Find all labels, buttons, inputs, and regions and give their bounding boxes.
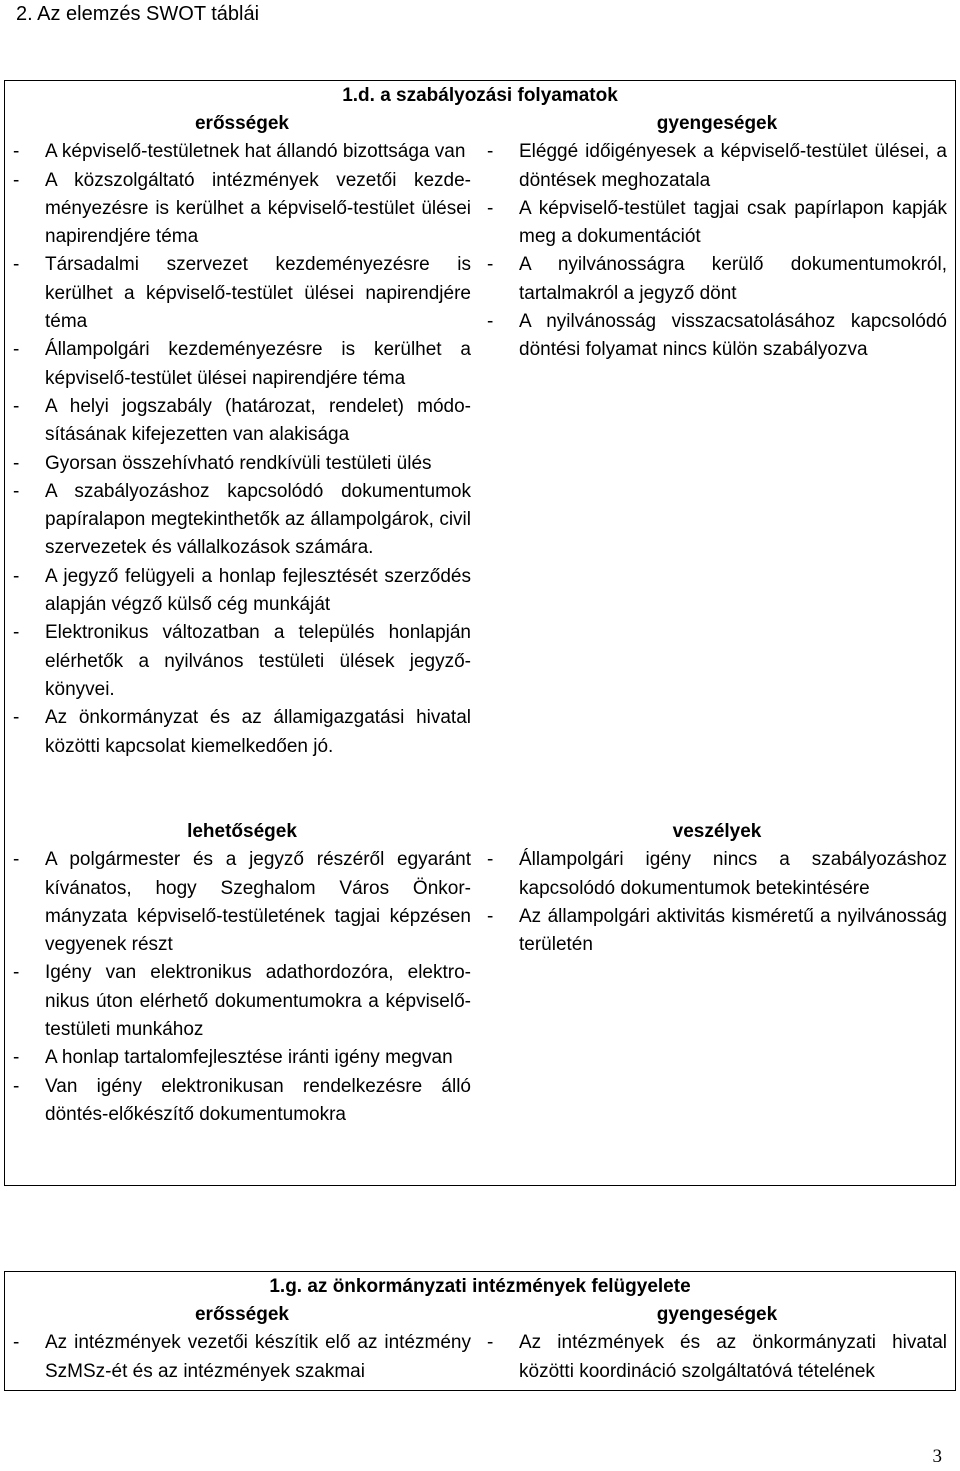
list-item: - A polgármester és a jegyző részéről egyaránt kívánatos, hogy Szeghalom Város Önkormányzata képviselő-testületének tagjai képzésen vegyenek részt — [13, 846, 471, 959]
list-item: - Állampolgári kezdeményezésre is kerülhet a képviselő-testület ülései napirendjére téma — [13, 336, 471, 393]
strengths-list — [13, 138, 471, 761]
list-item: - Állampolgári igény nincs a szabályozáshoz kapcsolódó dokumentumok betekintésére — [487, 846, 947, 903]
list-item: - Társadalmi szervezet kezdeményezésre is kerülhet a képviselő-testület ülései napirendjére téma — [13, 251, 471, 336]
strengths-header: erősségek — [194, 1304, 289, 1325]
threats-list — [487, 846, 947, 959]
strengths-list — [13, 1329, 471, 1386]
table-title: 1.g. az önkormányzati intézmények felügyelete — [269, 1276, 691, 1297]
list-item: - A nyilvánosság visszacsatolásához kapcsolódó döntési folyamat nincs külön szabályozva — [487, 308, 947, 365]
list-item: - Az állampolgári aktivitás kisméretű a nyilvánosság területén — [487, 903, 947, 960]
swot-table-regulation — [4, 80, 956, 1186]
threats-header: veszélyek — [672, 821, 762, 842]
weaknesses-header: gyengeségek — [656, 1304, 778, 1325]
list-item: - A szabályozáshoz kapcsolódó dokumentumok papíralapon megtekinthetők az állampolgárok, civil szervezetek és vállalkozások számára. — [13, 478, 471, 563]
list-item: - Az intézmények vezetői készítik elő az intézmény SzMSz-ét és az intézmények szakmai — [13, 1329, 471, 1386]
list-item: - Az önkormányzat és az államigazgatási hivatal közötti kapcsolat kiemelkedően jó. — [13, 704, 471, 761]
swot-table-institutions — [4, 1271, 956, 1391]
list-item: - Elektronikus változatban a település honlapján elérhetők a nyilvános testületi ülések jegyzőkönyvei. — [13, 619, 471, 704]
strengths-column — [13, 1301, 471, 1386]
list-item: - Igény van elektronikus adathordozóra, elektronikus úton elérhető dokumentumokra a képviselő-testületi munkához — [13, 959, 471, 1044]
list-item: - A jegyző felügyeli a honlap fejlesztését szerződés alapján végző külső cég munkáját — [13, 563, 471, 620]
table-title: 1.d. a szabályozási folyamatok — [342, 85, 618, 106]
list-item: - A nyilvánosságra kerülő dokumentumokról, tartalmakról a jegyző dönt — [487, 251, 947, 308]
list-item: - A képviselő-testületnek hat állandó bizottsága van — [13, 138, 471, 166]
opportunities-column — [13, 818, 471, 1129]
list-item: - Az intézmények és az önkormányzati hivatal közötti koordináció szolgáltatóvá tételének — [487, 1329, 947, 1386]
strengths-column — [13, 110, 471, 761]
weaknesses-header: gyengeségek — [656, 113, 778, 134]
list-item: - A honlap tartalomfejlesztése iránti igény megvan — [13, 1044, 471, 1072]
weaknesses-column — [487, 110, 947, 365]
weaknesses-column — [487, 1301, 947, 1386]
strengths-header: erősségek — [194, 113, 289, 134]
threats-column — [487, 818, 947, 959]
opportunities-list — [13, 846, 471, 1129]
page-heading: 2. Az elemzés SWOT táblái — [16, 3, 260, 25]
page-number: 3 — [932, 1446, 942, 1467]
list-item: - A helyi jogszabály (határozat, rendelet) módosításának kifejezetten van alakisága — [13, 393, 471, 450]
weaknesses-list — [487, 138, 947, 364]
list-item: - A közszolgáltató intézmények vezetői kezdeményezésre is kerülhet a képviselő-testület ülései napirendjére téma — [13, 167, 471, 252]
list-item: - A képviselő-testület tagjai csak papírlapon kapják meg a dokumentációt — [487, 195, 947, 252]
list-item: - Gyorsan összehívható rendkívüli testületi ülés — [13, 450, 471, 478]
table-title-regulation — [5, 81, 955, 110]
weaknesses-list — [487, 1329, 947, 1386]
opportunities-header: lehetőségek — [187, 821, 297, 842]
list-item: - Van igény elektronikusan rendelkezésre álló döntés-előkészítő dokumentumokra — [13, 1073, 471, 1130]
list-item: - Eléggé időigényesek a képviselő-testület ülései, a döntések meghozatala — [487, 138, 947, 195]
